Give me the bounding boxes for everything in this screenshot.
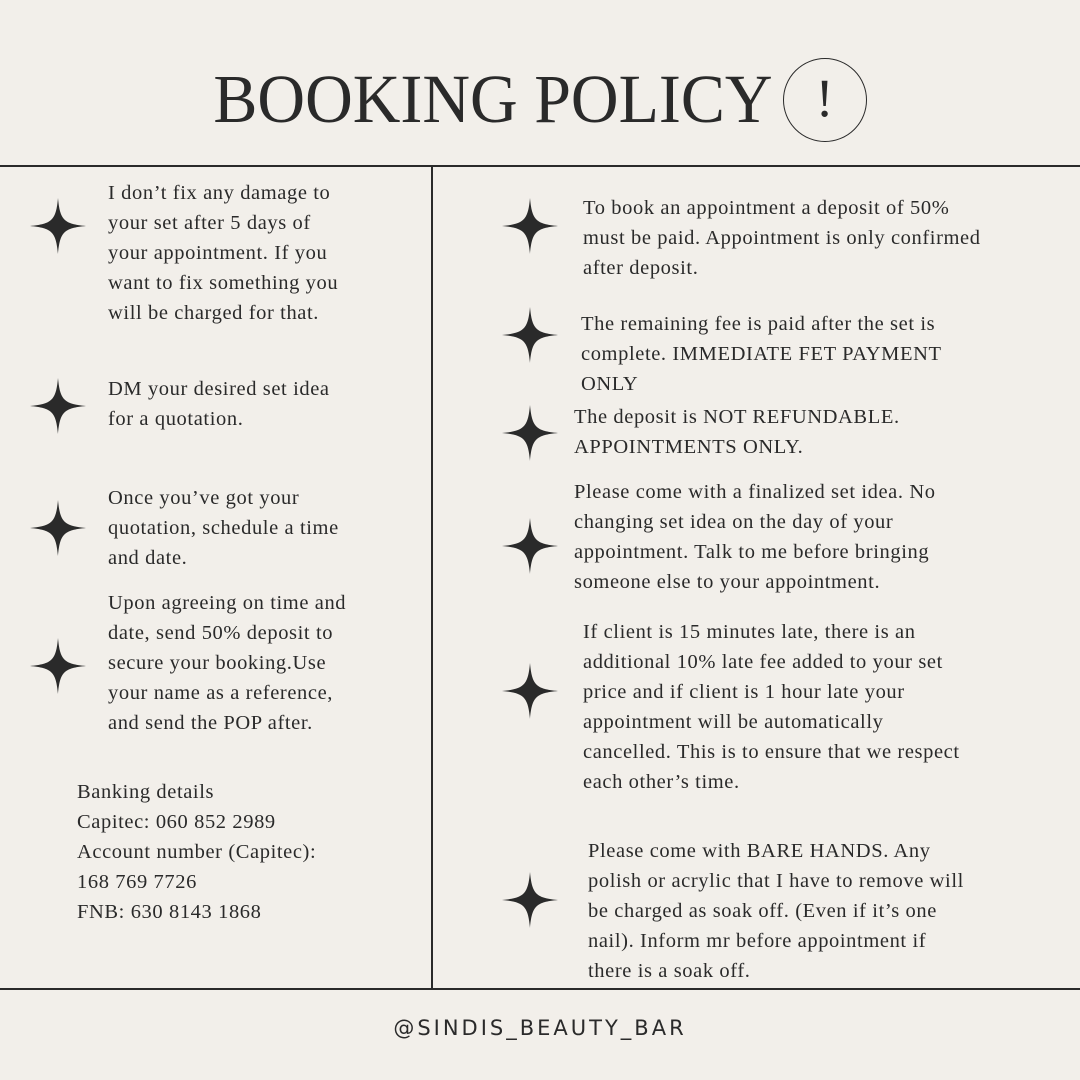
policy-line: appointment will be automatically	[583, 711, 884, 733]
banking-heading: Banking details	[77, 781, 215, 803]
top-divider	[0, 165, 1080, 167]
policy-line: and send the POP after.	[108, 712, 313, 734]
column-divider	[431, 166, 433, 990]
banking-line: 168 769 7726	[77, 871, 197, 893]
instagram-handle: @SINDIS_BEAUTY_BAR	[393, 1016, 687, 1040]
policy-line: price and if client is 1 hour late your	[583, 681, 905, 703]
four-point-star-icon	[30, 638, 86, 694]
policy-line: your appointment. If you	[108, 242, 328, 264]
policy-line: Upon agreeing on time and	[108, 592, 347, 614]
four-point-star-icon	[30, 198, 86, 254]
policy-line: cancelled. This is to ensure that we respect	[583, 741, 960, 763]
policy-line: APPOINTMENTS ONLY.	[574, 436, 804, 458]
policy-line: for a quotation.	[108, 408, 244, 430]
banking-line: FNB: 630 8143 1868	[77, 901, 262, 923]
policy-line: after deposit.	[583, 257, 699, 279]
banking-line: Capitec: 060 852 2989	[77, 811, 276, 833]
policy-line: appointment. Talk to me before bringing	[574, 541, 930, 563]
policy-line: date, send 50% deposit to	[108, 622, 334, 644]
policy-line: If client is 15 minutes late, there is an	[583, 621, 916, 643]
policy-line: be charged as soak off. (Even if it’s one	[588, 900, 937, 922]
policy-line: Please come with BARE HANDS. Any	[588, 840, 931, 862]
four-point-star-icon	[502, 198, 558, 254]
bottom-divider	[0, 988, 1080, 990]
four-point-star-icon	[502, 872, 558, 928]
policy-line: want to fix something you	[108, 272, 339, 294]
banking-line: Account number (Capitec):	[77, 841, 317, 863]
page-title: BOOKING POLICY	[213, 61, 773, 138]
policy-line: your set after 5 days of	[108, 212, 311, 234]
banking-details	[77, 777, 316, 927]
policy-line: changing set idea on the day of your	[574, 511, 894, 533]
policy-line: nail). Inform mr before appointment if	[588, 930, 927, 952]
policy-line: must be paid. Appointment is only confirmed	[583, 227, 981, 249]
policy-line: Please come with a finalized set idea. No	[574, 481, 936, 503]
policy-line: The remaining fee is paid after the set is	[581, 313, 936, 335]
four-point-star-icon	[502, 405, 558, 461]
policy-line: Once you’ve got your	[108, 487, 300, 509]
exclamation-badge: !	[783, 58, 867, 142]
policy-line: your name as a reference,	[108, 682, 333, 704]
policy-line: quotation, schedule a time	[108, 517, 339, 539]
four-point-star-icon	[30, 378, 86, 434]
policy-line: The deposit is NOT REFUNDABLE.	[574, 406, 900, 428]
policy-line: additional 10% late fee added to your set	[583, 651, 943, 673]
header	[0, 55, 1080, 145]
four-point-star-icon	[502, 307, 558, 363]
policy-line: DM your desired set idea	[108, 378, 330, 400]
four-point-star-icon	[502, 663, 558, 719]
policy-line: I don’t fix any damage to	[108, 182, 331, 204]
policy-line: each other’s time.	[583, 771, 740, 793]
policy-line: complete. IMMEDIATE FET PAYMENT	[581, 343, 942, 365]
policy-line: ONLY	[581, 373, 639, 395]
policy-line: there is a soak off.	[588, 960, 751, 982]
policy-line: will be charged for that.	[108, 302, 320, 324]
policy-line: secure your booking.Use	[108, 652, 327, 674]
four-point-star-icon	[502, 518, 558, 574]
four-point-star-icon	[30, 500, 86, 556]
policy-line: someone else to your appointment.	[574, 571, 881, 593]
policy-line: polish or acrylic that I have to remove will	[588, 870, 964, 892]
policy-line: To book an appointment a deposit of 50%	[583, 197, 950, 219]
policy-line: and date.	[108, 547, 188, 569]
